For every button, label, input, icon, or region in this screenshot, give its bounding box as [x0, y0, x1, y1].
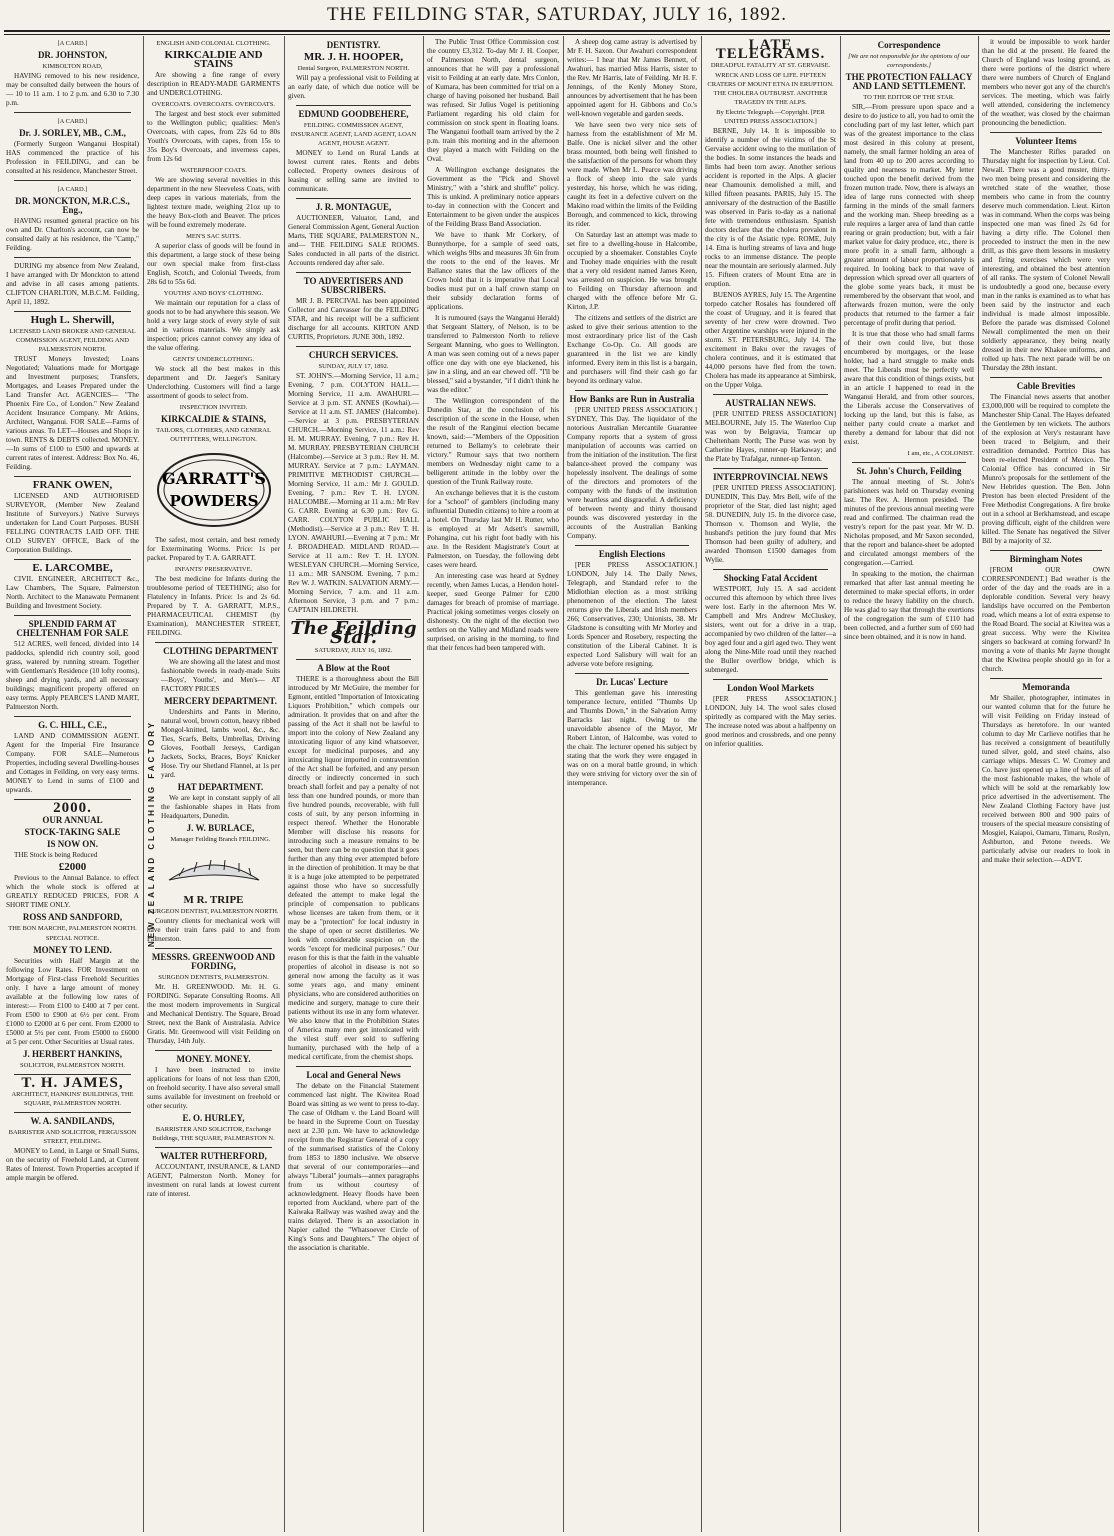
garratts-top-text: GARRATT'S — [161, 469, 266, 488]
card-label: [A CARD.] — [57, 186, 88, 193]
advert-text: MONEY to Lend on Rural Lands at lowest current rates. Rents and debts collected. Property owners desirous of leasing or selling same are invited to communicate. — [288, 149, 419, 193]
news-paragraph: The Wellington correspondent of the Dunedin Star, at the conclusion of his description of the scene in the House, when the result of the Ranginui election became known, said:—"Members of the Opposition returned to Bellamy's to celebrate their victory." Rumour says that two northern members on Wednesday night came to a belligerent attitude in the lobby over the question of the Trunk Railway route. — [427, 397, 559, 486]
news-paragraph: A Wellington exchange designates the Government as the "Pick and Shovel Ministry," with a "shirk and shuffle" policy. This is unkind. A preliminary notice appears to-day in connection with the Concert and Entertainment to be given under the auspices of the Feilding Brass Band Association. — [427, 166, 559, 228]
card-text: (Formerly Surgeon Wanganui Hospital) HAS commenced the practice of his Profession in FEILDING, and can be consulted at his residence, Manchester Street. — [6, 140, 139, 175]
article-text: [PER UNITED PRESS ASSOCIATION.] SYDNEY, This Day. The liquidator of the notorious Australian Mercantile Guarantee Company reports that a system of gross manipulation of accounts was carried on from the initiation of the institution. The first balance-sheet proved the company was hopelessly insolvent. The dealings of some of the directors and promoters of the company with the funds of the institution were heartless and disgraceful. A deficiency of between twenty and thirty thousand pounds was discovered yesterday in the accounts of the Australian Banking Company. — [567, 406, 697, 540]
article-text: Mr Shailer, photographer, intimates in our wanted column that for the future he will visit Feilding on Friday instead of Thursdays as heretofore. In our wanted column to day Mr Carlieve notifies that he has received a consignment of beautifully tuned silver, gold, and steel chains, also carriage whips. Messrs C. W. Cromey and Co. have just opened up a line of hats of all the most fashionable makes, the whole of which will be sold at the remarkably low price advertised in the advertisement. The New Zealand Clothing Factory have just received between 800 and 900 pairs of trousers of the special measure consisting of Mosgiel, Kaiapoi, Oamaru, Timaru, Roslyn, Ashburton, and Petone tweeds. We particularly advise our readers to look in and make their selection.—ADVT. — [982, 694, 1110, 864]
advert-text: CIVIL ENGINEER, ARCHITECT &c., Law Chambers, The Square, Palmerston North. Architect to the Manawatu Permanent Building and Investment Society. — [6, 575, 139, 610]
column-1 — [6, 38, 139, 1532]
news-paragraph: An exchange believes that it is the custom for a "school" of gamblers (including many influential Dunedin citizens) to hire a room at a hotel. On Thursday last Mr H. Rutter, who is employed at Mr Adsett's sawmill, Pohangina, cut his right foot badly with his axe. In the Resident Magistrate's Court at Palmerston, on Tuesday, the following debt cases were heard. — [427, 489, 559, 569]
notice-text: MR J. B. PERCIVAL has been appointed Collector and Canvasser for the FEILDING STAR, and his receipt will be a sufficient discharge for all accounts. KIRTON AND CURTIS, Proprietors. JUNE 30th, 1892. — [288, 297, 419, 341]
advertiser-name: MR. J. H. HOOPER, — [303, 51, 404, 63]
section-heading: OVERCOATS. OVERCOATS. OVERCOATS. — [152, 101, 275, 108]
news-paragraph: The citizens and settlers of the district are asked to give their serious attention to the most extraordinary price list of the Cash Exchange Co-Op. Co. All goods are guaranteed in the list we are kindly informed. Every item in this list is a bargain, and purchasers will find their cash go far beyond its ordinary value. — [567, 314, 697, 385]
advert-heading: SPLENDID FARM AT CHELTENHAM FOR SALE — [16, 619, 129, 638]
telegrams-sub: DREADFUL FATALITY AT ST. GERVAISE. — [710, 62, 831, 69]
church-date: SUNDAY, JULY 17, 1892. — [318, 363, 389, 370]
flag-date: SATURDAY, JULY 16, 1892. — [314, 647, 393, 654]
column-5 — [567, 38, 697, 1532]
church-heading: CHURCH SERVICES. — [308, 350, 399, 360]
article-text: WESTPORT, July 15. A sad accident occurred this afternoon by which three lives were lost. Early in the afternoon Mrs W. Campbell and Mrs Andrew McCluskey, sisters, went out for a drive in a trap, accompanied by two children of the latter—a boy aged four and a girl aged two. They went along the Nine-Mile road until they reached the Buller overflow bridge, which is submerged. — [705, 585, 836, 674]
section-heading: INSPECTION INVITED. — [179, 404, 248, 411]
section-heading: HAT DEPARTMENT. — [177, 782, 264, 792]
card-name: Dr. J. SORLEY, MB., C.M., — [19, 128, 126, 138]
advertiser-sub: BARRISTER AND SOLICITOR, FERGUSSON STREET, FEILDING. — [8, 1129, 137, 1145]
card-name: DR. MONCKTON, M.R.C.S., Eng., — [15, 196, 130, 215]
card-text: HAVING removed to his new residence, may be consulted daily between the hours of— 10 to 11 a.m. 1 to 2 p.m. and 6.30 to 7.30 p.m. — [6, 72, 139, 107]
advertiser-sub: SURGEON DENTISTS, PALMERSTON. — [158, 974, 269, 981]
advertiser-sub: Dental Surgeon, PALMERSTON NORTH. — [297, 65, 410, 72]
sale-heading: STOCK-TAKING SALE — [24, 827, 121, 837]
advert-text: The best medicine for Infants during the troublesome period of TEETHING; also for Flatulency in Infants. Price: 1s and 2s 6d. Prepared by T. A. GARRATT, M.P.S., PHARMACEUTICAL CHEMIST (by Examination), MANCHESTER STREET, FEILDING. — [147, 575, 280, 637]
advert-text: The safest, most certain, and best remedy for Exterminating Worms. Price: 1s per packet. Prepared by T. A. GARRATT. — [147, 536, 280, 562]
advertiser-sub: THE BON MARCHE, PALMERSTON NORTH. — [8, 925, 137, 932]
column-8 — [982, 38, 1110, 1532]
column-rule — [563, 36, 564, 1532]
advert-text: I have been instructed to invite applications for loans of not less than £200, on freehold security. I have also several small sums available for investment on freehold or other security. — [147, 1066, 280, 1110]
article-text: The Manchester Rifles paraded on Thursday night for inspection by Lieut. Col. Newall. There was a good muster, thirty-two men being present and considering the wretched state of the weather, those members who came in from the country deserve much commendation. Lieut. Kirton was in command. When the corps was being inspected one man was fined 2s 6d for having a dirty rifle. The Colonel then proceeded to instruct the men in the new drill, as this gave them lessons in musketry and firing exercises which were very interesting, and obtained the best attention of all ranks. The system of Colonel Newall is undoubtedly a good one, because every man in the ranks is examined as to what has been said by the instructor and each individual is made almost impossible. Before the parade was dismissed Colonel Newall complimented the men on their soldierly appearance, they being neatly dressed in their new Khakee uniforms, and rolled up hats. The next parade will be on Thursday the 28th instant. — [982, 148, 1110, 372]
column-rule — [423, 36, 424, 1532]
section-heading: MEN'S SAC SUITS. — [186, 233, 241, 240]
advertiser-name: J. HERBERT HANKINS, — [22, 1049, 123, 1059]
advertiser-name: MESSRS. GREENWOOD AND FORDING, — [151, 952, 276, 971]
section-heading: YOUTHS' AND BOYS' CLOTHING. — [163, 290, 264, 297]
article-text: [PER PRESS ASSOCIATION.] LONDON, July 14. The Daily News, Telegraph, and Standard refer to the Midlothian election as a most striking phenomenon of the election. The latest returns give the Liberals and Irish members 266; Conservatives, 230; Unionists, 38. Mr Gladstone is consulting with Mr Morley and Lords Spencer and Rosebery, respecting the constitution of the Liberal Cabinet. It is expected Lord Salisbury will wait for an adverse vote before resigning. — [567, 561, 697, 668]
sale-amount: £2000 — [58, 861, 87, 873]
advertiser-sub: ARCHITECT, HANKINS' BUILDINGS, THE SQUARE, PALMERSTON NORTH. — [11, 1091, 134, 1107]
advertiser-name: E. LARCOMBE, — [32, 562, 113, 574]
advert-text: Will pay a professional visit to Feilding at an early date, of which due notice will be given. — [288, 74, 419, 100]
local-news-heading: Local and General News — [306, 1070, 401, 1080]
telegrams-heading: LATE TELEGRAMS. — [715, 38, 826, 62]
advertiser-sub: FEILDING. COMMISSION AGENT, INSURANCE AGENT, LAND AGENT, LOAN AGENT, HOUSE AGENT. — [290, 122, 417, 147]
column-rule — [840, 36, 841, 1532]
advertiser-name: W. A. SANDILANDS, — [30, 1116, 115, 1126]
column-rule — [701, 36, 702, 1532]
column-7 — [844, 38, 974, 1532]
article-heading: St. John's Church, Feilding — [856, 466, 962, 476]
article-heading: Cable Brevities — [1016, 381, 1076, 391]
news-paragraph: A sheep dog came astray is advertised by Mr F. H. Saxon. Our Awahuri correspondent writes:— I hear that Mr James Bennett, of Awahuri, has married Miss Harris, sister to the Rev. Mr Harris, late of Feilding. Mr H. F. Jennings, of the Kenly Money Store, announces by advertisement that he has been appointed agent for H. Gibbons and Co.'s well-known vegetable and garden seeds. — [567, 38, 697, 118]
advert-text: ACCOUNTANT, INSURANCE, & LAND AGENT, Palmerston North. Money for investment on rural lands at lowest current rate of interest. — [147, 1163, 280, 1198]
advert-text: Mr. H. GREENWOOD. Mr. H. G. FORDING. Separate Consulting Rooms. All the most modern improvements in Surgical and Mechanical Dentistry. The Square, Broad Street, next the Bank of Australasia. Advice Gratis. Mr. Greenwood will visit Feilding on Thursday, 14th July. — [147, 983, 280, 1045]
article-heading: English Elections — [598, 549, 666, 559]
article-text: This gentleman gave his interesting temperance lecture, entitled "Thumbs Up and Thumbs Down," in the Salvation Army Barracks last night. Owing to the unavoidable absence of the Mayor, Mr Robert Linton, of Halcombe, was voted to the chair. The lecturer opened his subject by stating that the work they were engaged in was on on a moral battle ground, in which they were striving for victory over the sin of intemperance. — [567, 689, 697, 787]
letter-text: SIR,—From pressure upon space and a desire to do justice to all, you had to omit the concluding part of my last letter, which part was of the greatest importance to the class most desired in this colony at present, namely, the small farmer holding an area of land from 40 up to 200 acres according to quality and nearness to market. My letter touched upon the benefit derived from the frozen mutton trade. Now, there is always an idea of large runs connected with sheep farming in the minds of the small farmers and the working man. Sheep breeding as a rule requires a larger area of land than cattle rearing or grain production; but, with a fair market value for dairy produce, etc., there is more profit in a small farm, although a greater amount of labour proportionately is required. In looking back to that wave of depression which spread over all quarters of the globe some years back, it must be remembered by the observant that wool, and afterwards frozen mutton, were the only products that returned to the farmer a fair percentage of profit during that period. — [844, 103, 974, 327]
card-name: DR. JOHNSTON, — [37, 50, 108, 60]
advertiser-name: ROSS AND SANDFORD, — [22, 912, 123, 922]
article-heading: How Banks are Run in Australia — [569, 394, 695, 404]
advertiser-sub: SOLICITOR, PALMERSTON NORTH. — [20, 1062, 125, 1069]
section-heading: WATERPROOF COATS. — [180, 167, 247, 174]
advert-text: We are showing several novelties in this department in the new Sleeveless Coats, with deep capes in various materials, from the lightest texture made, weighing 21oz up to the heavy Box-cloth and Beaver. The prices will be found extremely moderate. — [147, 176, 280, 229]
letter-address: TO THE EDITOR OF THE STAR. — [863, 94, 955, 101]
sale-text: THE Stock is being Reduced — [14, 851, 98, 859]
advert-text: Undershirts and Pants in Merino, natural wool, brown cotton, heavy ribbed Mongol-knitted, lambs wool, &c., &c. Ties, Scarfs, Belts, Umbrellas, Driving Gloves, Football Jerseys, Cardigan Jackets, Socks, Braces, Boys' Knicker Hose. Try our Shetland Flannel, at 1s per yard. — [161, 708, 280, 779]
notice-label: SPECIAL NOTICE. — [45, 935, 100, 942]
article-heading: Volunteer Items — [1015, 136, 1077, 146]
manager-sub: Manager Feilding Branch FEILDING. — [170, 836, 271, 843]
telegrams-text: BUENOS AYRES, July 15. The Argentine torpedo catcher Rosales has foundered off the coast of Uruguay, and it is feared that seventy of her crew were drowned. Two other Argentine warships were injured in the storm. ST. PETERSBURG, July 14. The excitement in Baku over the ravages of cholera continues, and it is estimated that 44,000 persons have fled from the town. Cholera has made its appearance at Simbirsk, on the Upper Volga. — [705, 291, 836, 389]
advertiser-name: Hugh L. Sherwill, — [30, 314, 115, 326]
advertiser-title: LICENSED LAND BROKER AND GENERAL COMMISSION AGENT, FEILDING AND PALMERSTON NORTH. — [9, 328, 136, 353]
newspaper-flag: The Feilding Star. — [290, 618, 417, 648]
article-heading: Dr. Lucas' Lecture — [596, 677, 668, 687]
advertiser-name: M R. TRIPE — [183, 894, 244, 906]
card-label: [A CARD.] — [57, 40, 88, 47]
advertiser-sub: SURGEON DENTIST, PALMERSTON NORTH. — [148, 908, 279, 915]
advert-text: The largest and best stock ever submitted to the Wellington public; qualities: Men's Overcoats, with capes, from 22s 6d to 80s Youth's Overcoats, with capes, from 15s to 35s Boy's Overcoats, and inverness capes, from 12s 6d — [147, 110, 280, 163]
advertiser-name: G. C. HILL, C.E., — [38, 720, 107, 730]
garratts-bottom-text: POWDERS — [169, 492, 258, 510]
article-text: it would be impossible to work harder than he did at the present. He feared the Church of England was losing ground, as there were portions of the district where there were numbers of Church of England members who never got any of the church's services. The meeting, which was fairly well attended, considering the inclemency of the weather, was closed by the chairman pronouncing the benediction. — [982, 38, 1110, 127]
article-heading: INTERPROVINCIAL NEWS — [713, 472, 828, 482]
advert-heading: DENTISTRY. — [326, 40, 381, 50]
advert-heading: MONEY TO LEND. — [33, 945, 112, 955]
local-news-text: The debate on the Financial Statement commenced last night. The Kiwitea Road Board was sitting as we went to press to-day. The case of Oldham v. the Land Board will be heard in the Supreme Court on Tuesday next at 2.30 p.m. We have to acknowledge receipt from the Registrar General of a copy of the summarised statistics of the Colony from 1853 to 1890 inclusive. We observe that several of our contemporaries—and always "Liberal" journals—annex paragraphs from us without courtesy of acknowledgment. Heavy floods have been reported from Auckland, where part of the Kaiwaka Railway was washed away and the trains delayed. There is an association in Napier called the "Whatsoever Circle of King's Sons and Daughters." The object of the association is charitable. — [288, 1082, 419, 1252]
column-4 — [427, 38, 559, 1532]
advert-text: 512 ACRES, well fenced, divided into 14 paddocks, splendid rich country soil, good grass, watered by running stream. Together with Gentleman's Residence (10 lofty rooms), sheep and drying yards, and all necessary buildings; magnificent property offered on easy terms. Apply PEARCE'S LAND MART, Palmerston North. — [6, 640, 139, 711]
article-text: The Financial news asserts that another £3,000,000 will be required to complete the Manchester Ship Canal. The Hayes defeated the Gentlemen by ten wickets. The authors of the explosion at Very's restaurant have been traced to Belgium, and their extradition demanded. Portrico Dias has been re-elected President of Mexico. The Colonial Office has concurred in Sir Munro's proposals for the settlement of the New Hebrides question. The Ben. John Preston has been elected President of the Free Methodist Congregations. A fire broke out in a school at Berkhamstead, and escape proving difficult, eight of the children were killed. The Senate has negatived the Silver Bill by a majority of 32. — [982, 393, 1110, 545]
masthead-rule — [4, 30, 1110, 35]
leader-heading: A Blow at the Root — [317, 663, 390, 673]
factory-vertical-label: NEW ZEALAND CLOTHING FACTORY — [147, 719, 156, 947]
card-text: HAVING resumed general practice on his own and Dr. Charlton's account, can now be consulted daily at his residence, the "Camp," Feilding. — [6, 217, 139, 252]
notice-text: DURING my absence from New Zealand, I have arranged with Dr Monckton to attend and advise in all cases among patients. CLIFTON CHARLTON, M.B.C.M. Feilding, April 11, 1892. — [6, 262, 139, 306]
article-text: [PER UNITED PRESS ASSOCIATION]. DUNEDIN, This Day. Mrs Bell, wife of the proprietor of the Star, died last night; aged 58. DUNEDIN, July 15. In the divorce case, Thomson v. Thomson and Wylie, the husband's petition the jury found that Mrs Thomson had been guilty of adultery, and awarded Thomson £1500 damages from Wylie. — [705, 484, 836, 564]
advert-text: AUCTIONEER, Valuator, Land, and General Commission Agent, General Auction Marts, THE SQUARE, PALMERSTON N., and— THE FEILDING SALE ROOMS. Sales conducted in all parts of the district. Accounts rendered day after sale. — [288, 214, 419, 267]
advert-text: We are kept in constant supply of all the fashionable shapes in Hats from Headquarters, Dunedin. — [161, 794, 280, 820]
advert-heading: ENGLISH AND COLONIAL CLOTHING. — [156, 40, 271, 47]
news-paragraph: It is rumoured (says the Wanganui Herald) that Sergeant Slattery, of Nelson, is to be transferred to Palmerston North to relieve Sergeant Manning, who goes to Wellington. A man was seen coming out of a news paper office one day with one eye blackened, his jaw in a sling, and an ear chewed off. "I'll be blessed," said a bystander, "if I didn't think he was the editor." — [427, 314, 559, 394]
article-heading: Shocking Fatal Accident — [723, 573, 818, 583]
advert-text: Securities with Half Margin at the following Low Rates. FOR Investment on Mortgage of First-class Freehold Securities only. I have a large amount of money available at the following low rates of interest:— From £100 to £400 at 7 per cent. From £500 to £900 at 6½ per cent. From £1000 to £2000 at 6 per cent. From £2000 to £5000 at 5½ per cent. From £5000 to £6000 at 5 per cent. Other Securities at Usual rates. — [6, 957, 139, 1046]
telegrams-credit: By Electric Telegraph.—Copyright. [PER UNITED PRESS ASSOCIATION.] — [716, 109, 825, 125]
advert-text: LAND AND COMMISSION AGENT. Agent for the Imperial Fire Insurance Company. FOR SALE—Numerous Properties, including several Dwelling-houses and Cottages in Feilding, on very easy terms. MONEY to Lend in sums of £100 and upwards. — [6, 732, 139, 794]
church-text: ST. JOHN'S.—Morning Service, 11 a.m.; Evening, 7 p.m. COLYTON HALL.—Morning Service, 11 a.m. AWAHURI.—Service at 3 p.m. ST. ANNES (Kowhai).—Service at 11 a.m. ST. JAMES' (Halcombe).—Service at 3 p.m. PRESBYTERIAN CHURCH.—Morning Service, 11 a.m.: Rev H. M. MURRAY. Evening, 7 p.m.: Rev H. M. MURRAY. PRESBYTERIAN CHURCH (Halcombe).—Service at 3 p.m.: Rev H. M. MURRAY. Service at 7 p.m.: LAYMAN. PRIMITIVE METHODIST CHURCH.—Morning Service, 11 a.m.: Mr J. GOULD. Evening, 7 p.m.: Rev T. H. LYON. HALCOMBE.—Morning at 11 a.m.: Mr Rev G. CARR. Evening at 6.30 p.m.: Rev G. CARR. COLYTON PUBLIC HALL (Methodist).—Service at 3 p.m.: Rev T. H. LYON. AWAHURI.—Evening at 7 p.m.: Mr J. BROADHEAD. MIDLAND ROAD.—Service at 11 a.m.: Rev T. H. LYON. WESLEYAN CHURCH.—Morning Service, 11 a.m.: MR SANSOM. Evening, 7 p.m.: Rev W. J. WATKIN. SALVATION ARMY.—Morning Service, 7 a.m. and 11 a.m. Afternoon Service, 3 p.m. and 7 p.m.: CAPTAIN HILDRETH. — [288, 372, 419, 614]
telegrams-sub: WRECK AND LOSS OF LIFE. FIFTEEN CRATERS OF MOUNT ETNA IN ERUPTION. THE CHOLERA OUTBURST. ANOTHER TRAGEDY IN THE ALPS. — [707, 72, 834, 106]
advertiser-name: FRANK OWEN, — [32, 479, 113, 491]
firm-sub: TAILORS, CLOTHIERS, AND GENERAL OUTFITTERS, WELLINGTON. — [156, 427, 271, 443]
article-heading: Birmingham Notes — [1009, 554, 1083, 564]
masthead: THE FEILDING STAR, SATURDAY, JULY 16, 1892. — [326, 4, 788, 25]
advert-text: We maintain our reputation for a class of goods not to be had anywhere this season. We hold a very large stock of every style of suit and in various materials. We simply ask inspection; prices cannot convey any idea of the value offering. — [147, 299, 280, 352]
article-text: In speaking to the motion, the chairman remarked that after last annual meeting he determined to make special efforts, in order to reduce the heavy liability on the church. He was glad to say that through the exertions of the congregation the sum of £110 had been collected, and a further sum of £60 had since been obtained, and it is now in hand. — [844, 570, 974, 641]
column-rule — [284, 36, 285, 1532]
news-paragraph: The Public Trust Office Commission cost the country £3,312. To-day Mr J. H. Cooper, of Palmerston North, dental surgeon, announces that he will pay a professional visit to Feilding at an early date. Mrs Conlon, of Kumara, has been committed for trial on a charge of having poisoned her husband. Bail was refused. Sir Julius Vogel is petitioning Parliament regarding his old claim for commission on stock spent in floating loans. The Wanganui football team arrived by the 2 p.m. train this morning and in the afternoon they played a match with Feilding on the Oval. — [427, 38, 559, 163]
garratts-powders-logo — [154, 450, 274, 530]
section-heading: CLOTHING DEPARTMENT — [163, 646, 278, 656]
advert-text: Are showing a fine range of every description in READY-MADE GARMENTS and UNDERCLOTHING. — [147, 71, 280, 97]
telegrams-text: BERNE, July 14. It is impossible to identify a number of the victims of the St Gervaise accident owing to the mutilation of the bodies. In some instances the heads and limbs had been torn away. Another serious accident is reported in the Alps. A glacier near Chamounix demolished a mill, and killed fifteen peasants. PARIS, July 15. The anniversary of the destruction of the Bastille was observed in Paris to-day as a national fete with tremendous enthusiasm. Spanish doctors declare that the cholera prevalent in the city is of the Asiatic type. ROME, July 14. Etna is hurling streams of lava and huge rocks to an immense distance. The people near the mountain are seriously alarmed. July 15. Fifteen craters of Mount Etna are in eruption. — [705, 127, 836, 288]
dental-plate-illustration — [159, 850, 269, 890]
column-rule — [143, 36, 144, 1532]
advert-text: We are showing all the latest and most fashionable tweeds in ready-made Suits—Boys', Youths', and Men's— AT FACTORY PRICES — [161, 658, 280, 693]
advertiser-name: T. H. JAMES, — [21, 1075, 124, 1091]
news-paragraph: We have seen two very nice sets of harness from the establishment of Mr M. Balfe. One is nickel silver and the other brass mounted, both being well finished to the satisfaction of the persons for whom they were made. When Mr L. Pearce was driving a flock of sheep into the sale yards yesterday, his horse, which he was riding, caught its feet in a defective culvert on the Makino road within the limits of the Feilding Borough, and commenced to kick, throwing its rider. — [567, 121, 697, 228]
advertiser-name: WALTER RUTHERFORD, — [160, 1151, 267, 1161]
correspondence-heading: Correspondence — [877, 40, 941, 50]
leader-text: THERE is a thoroughness about the Bill introduced by Mr McGuire, the member for Egmont, entitled "Importation of Intoxicating Liquors Prohibition," which compels our admiration. It provides that on and after the passing of the Act it shall not be lawful to import into the colony of New Zealand any intoxicating liquor of any kind whatsoever, except for medicinal purposes, and any intoxicating liquor imported in contravention of the Act shall be forfeited, and any person directly or indirectly concerned in such breach shall forfeit and pay a penalty of not less than one hundred pounds, or more than five hundred pounds, recoverable, with full costs of suit, by any person informing in respect thereof. Whether the Honorable Member will disclose his reasons for introducing such a measure remains to be seen, but there can be no question that it goes further than any thing ever attempted before in the direction of prohibition. It may be that it is a huge joke attempted to be perpetrated against those who have so successfully defeated the attempt to make legal the principle of compensation to publicans whose licenses are taken from them, or it may be a "protection" for local industry in the shape of open or secret distilleries. We look with considerable suspicion on the words "except for medicinal purposes." Our reason for this is that the faith in the valuable properties of alcohol in disease is not so general now among the faculty as it was some years ago, and many eminent physicians, who are considered authorities on medicine and surgery, manage to cure their patients without its use in any form whatever. We also know that in the Prohibition States of America many men get intoxicated with the vilest stuff ever sold to suffering humanity, purchased with the help of a medical certificate, from the chemist shops. — [288, 675, 419, 1061]
letter-title: THE PROTECTION FALLACY AND LAND SETTLEMENT. — [845, 72, 973, 91]
advert-text: We stock all the best makes in this department and Dr. Jaeger's Sanitary Underclothing. Customers will find a large assortment of goods to select from. — [147, 365, 280, 400]
article-text: The annual meeting of St. John's parishioners was held on Thursday evening last. The Rev. A. Hermon presided. The minutes of the previous annual meeting were read and confirmed. The chairman read the vestry's report for the past year. Mr W. D. Nicholas proposed, and Mr Saxon seconded, that the report and balance-sheet be adopted and circulated amongst members of the congregation.—Carried. — [844, 478, 974, 567]
article-text: [PER UNITED PRESS ASSOCIATION] MELBOURNE, July 15. The Waterloo Cup was won by Belgravia, Tramcar up Cheltenham North; The Purse was won by Catherine Hayes, runner-up Harkaway; and the Plate by Trafalgar, runner-up Tenton. — [705, 410, 836, 463]
letter-signature: I am, etc., A COLONIST. — [907, 450, 974, 457]
correspondence-note: [We are not responsible for the opinions of our correspondents.] — [848, 53, 970, 69]
news-paragraph: An interesting case was heard at Sydney recently, when James Lucas, a Hendon hotel-keeper, sued George Palmer for £200 damages for breach of promise of marriage. Practical joking sometimes verges closely on dishonesty. On the night of the election two settlers on the Valley and Midland roads were surprised, on arising in the morning, to find that their fences had been tampered with. — [427, 572, 559, 652]
article-heading: AUSTRALIAN NEWS. — [725, 398, 816, 408]
card-label: [A CARD.] — [57, 118, 88, 125]
article-text: [PER PRESS ASSOCIATION.] LONDON, July 14. The wool sales closed spiritedly as compared with the May series. The increase noted was about a halfpenny on good merinos and crossbreds, and one penny on inferior qualities. — [705, 695, 836, 748]
advert-text: MONEY to Lend, in Large or Small Sums, on the security of Freehold Land, at Current Rates of Interest. Town Properties accepted if ample margin be offered. — [6, 1147, 139, 1182]
firm-name: KIRKCALDIE AND STAINS — [164, 49, 263, 70]
news-paragraph: On Saturday last an attempt was made to set fire to a dwelling-house in Halcombe, occupied by a shoemaker. Constables Coyle and Tuohey made enquiries with the result that a very old resident named James Keen, was arrested on suspicion. He was brought to Feilding on Thursday afternoon and charged with the offence before Mr G. Kirton, J.P. — [567, 231, 697, 311]
letter-text: It is true that those who had small farms of their own could live, but those encumbered by mortgages, or the lease holder, had a hard struggle to make ends meet. The Liberals must be perfectly well aware that this condition of things exists, but in an article I happened to read in the Wanganui Herald, and from other sources, the Liberals accuse the Conservatives of locking up the land, but this is false, as neither party could create a market and thereby a demand for labour that did not exist. — [844, 330, 974, 446]
section-heading: GENTS' UNDERCLOTHING. — [173, 356, 254, 363]
sale-text: Previous to the Annual Balance. to effect which the whole stock is offered at GREATLY REDUCED PRICES, FOR A SHORT TIME ONLY. — [6, 874, 139, 909]
advert-text: TRUST Moneys Invested; Loans Negotiated; Valuations made for Mortgage and Investment purposes; Transfers, Mortgages, and Leases Prepared under the Land Transfer Act. AGENCIES— "The Phoenix Fire Co., of London." New Zealand Accident Insurance Company. Mr Atkins, Architect, Wanganui. FOR SALE—Farms of various areas. To LET—Houses and Shops in town. RENTS & DEBTS collected. MONEY.—In sums of £100 to £500 and upwards at current rates of interest. Address: Box No. 46, Feilding. — [6, 355, 139, 471]
column-2 — [147, 38, 280, 1532]
advert-text: LICENSED AND AUTHORISED SURVEYOR, (Member New Zealand Institute of Surveyors.) Native Surveys undertaken for Land Court Purposes. BUSH FELLING CONTRACTS LAID OFF. THE OLD SURVEY OFFICE, Back of the Corporation Buildings. — [6, 492, 139, 554]
article-text: [FROM OUR OWN CORRESPONDENT.] Bad weather is the order of the day and the roads are in a deplorable condition. Several very heavy landslips have occurred on the Pemberton road, which means a lot of extra expense to the Road Board. The social at Kiwitea was a great success. Why were the Kiwitea singers so backward at coming forward? In moving a vote of thanks Mr Jayne thought that the Kiwitea people should go in for a church. — [982, 566, 1110, 673]
advert-text: A superior class of goods will be found in this department, a large stock of these being our own special make from first-class English, Scotch, and Colonial Tweeds, from 28s 6d to 55s 6d. — [147, 242, 280, 286]
advert-text: Country clients for mechanical work will have their train fares paid to and from Palmerston. — [147, 917, 280, 943]
article-heading: Memoranda — [1022, 682, 1070, 692]
advert-heading: MONEY. MONEY. — [176, 1054, 251, 1064]
sale-number: 2000. — [53, 800, 92, 816]
notice-heading: TO ADVERTISERS AND SUBSCRIBERS. — [303, 276, 404, 295]
manager-name: J. W. BURLACE, — [186, 823, 255, 833]
article-heading: London Wool Markets — [727, 683, 814, 693]
advertiser-name: E. O. HURLEY, — [182, 1113, 245, 1123]
firm-name: KIRKCALDIE & STAINS, — [160, 414, 267, 424]
advertiser-name: EDMUND GOODBEHERE, — [298, 109, 409, 119]
column-3 — [288, 38, 419, 1532]
section-heading: INFANTS' PRESERVATIVE. — [174, 566, 253, 573]
column-6 — [705, 38, 836, 1532]
news-paragraph: We have to thank Mr Corkery, of Bunnythorpe, for a sample of seed oats, which weighs 9lbs and measures 3ft 6in from the roots to the end of the leaves. Mr Ballance states that the law officers of the Crown hold that it is imperative that Local bodies must put on a half crown stamp on their subsidy declaration forms of applications. — [427, 231, 559, 311]
advertiser-name: J. R. MONTAGUE, — [315, 202, 392, 212]
section-heading: MERCERY DEPARTMENT. — [164, 696, 277, 706]
advertiser-sub: BARRISTER AND SOLICITOR, Exchange Buildings, THE SQUARE, PALMERSTON N. — [152, 1126, 275, 1142]
sale-heading: OUR ANNUAL — [42, 815, 103, 825]
column-rule — [978, 36, 979, 1532]
sale-heading: IS NOW ON. — [46, 839, 99, 849]
card-address: KIMBOLTON ROAD, — [42, 63, 103, 70]
